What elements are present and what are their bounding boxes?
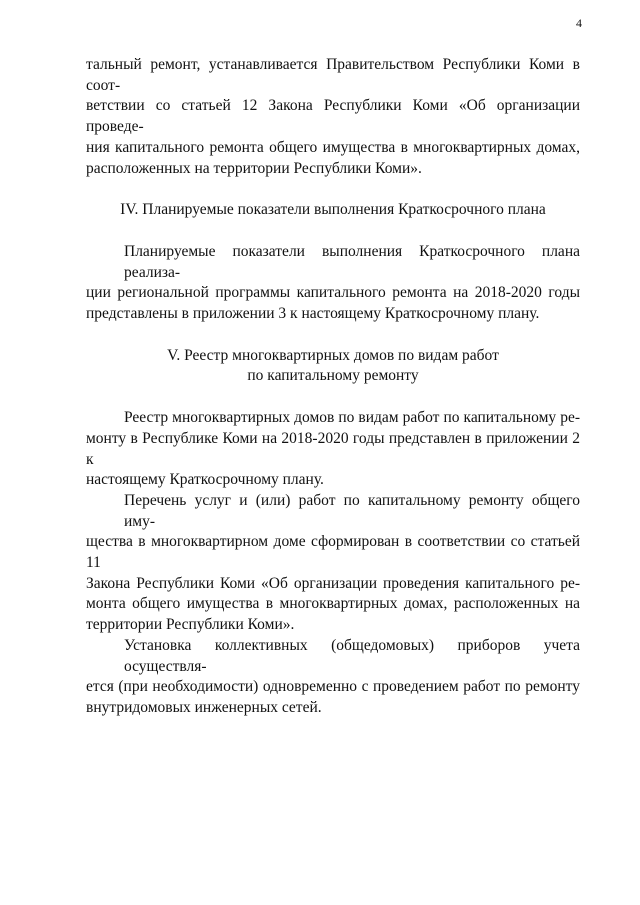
text-line: монту в Республике Коми на 2018-2020 годы представлен в приложении 2 к <box>86 429 580 468</box>
section-5-heading-line: V. Реестр многоквартирных домов по видам работ <box>167 346 499 364</box>
page-number: 4 <box>576 16 582 30</box>
text-line: монта общего имущества в многоквартирных домах, расположенных на <box>86 595 580 613</box>
text-line: Перечень услуг и (или) работ по капитальному ремонту общего иму- <box>124 491 580 530</box>
text-line: Реестр многоквартирных домов по видам работ по капитальному ре- <box>124 409 580 427</box>
section-5-heading <box>86 346 580 387</box>
section-4-heading: IV. Планируемые показатели выполнения Краткосрочного плана <box>120 201 546 219</box>
text-line: территории Республики Коми». <box>86 616 295 634</box>
section-5-paragraph-3 <box>86 636 580 719</box>
text-line: тальный ремонт, устанавливается Правительством Республики Коми в соот- <box>86 56 580 94</box>
text-line: ется (при необходимости) одновременно с проведением работ по ремонту <box>86 678 580 696</box>
text-line: представлены в приложении 3 к настоящему Краткосрочному плану. <box>86 305 540 323</box>
text-line: ветствии со статьей 12 Закона Республики Коми «Об организации проведе- <box>86 97 580 136</box>
text-line: настоящему Краткосрочному плану. <box>86 471 324 489</box>
text-line: внутридомовых инженерных сетей. <box>86 698 322 716</box>
text-line: Планируемые показатели выполнения Краткосрочного плана реализа- <box>124 242 580 281</box>
text-line: ции региональной программы капитального ремонта на 2018-2020 годы <box>86 284 580 302</box>
text-line: Закона Республики Коми «Об организации проведения капитального ре- <box>86 574 580 592</box>
section-5-heading-line: по капитальному ремонту <box>247 367 419 385</box>
text-line: ния капитального ремонта общего имущества в многоквартирных домах, <box>86 138 580 156</box>
text-line: расположенных на территории Республики Коми». <box>86 159 422 177</box>
section-4-paragraph <box>86 242 580 325</box>
section-5-paragraph-2 <box>86 491 580 636</box>
text-line: Установка коллективных (общедомовых) приборов учета осуществля- <box>124 636 580 675</box>
document-body <box>86 55 580 719</box>
text-line: щества в многоквартирном доме сформирован в соответствии со статьей 11 <box>86 533 580 572</box>
section-5-paragraph-1 <box>86 408 580 491</box>
continuation-paragraph <box>86 55 580 179</box>
